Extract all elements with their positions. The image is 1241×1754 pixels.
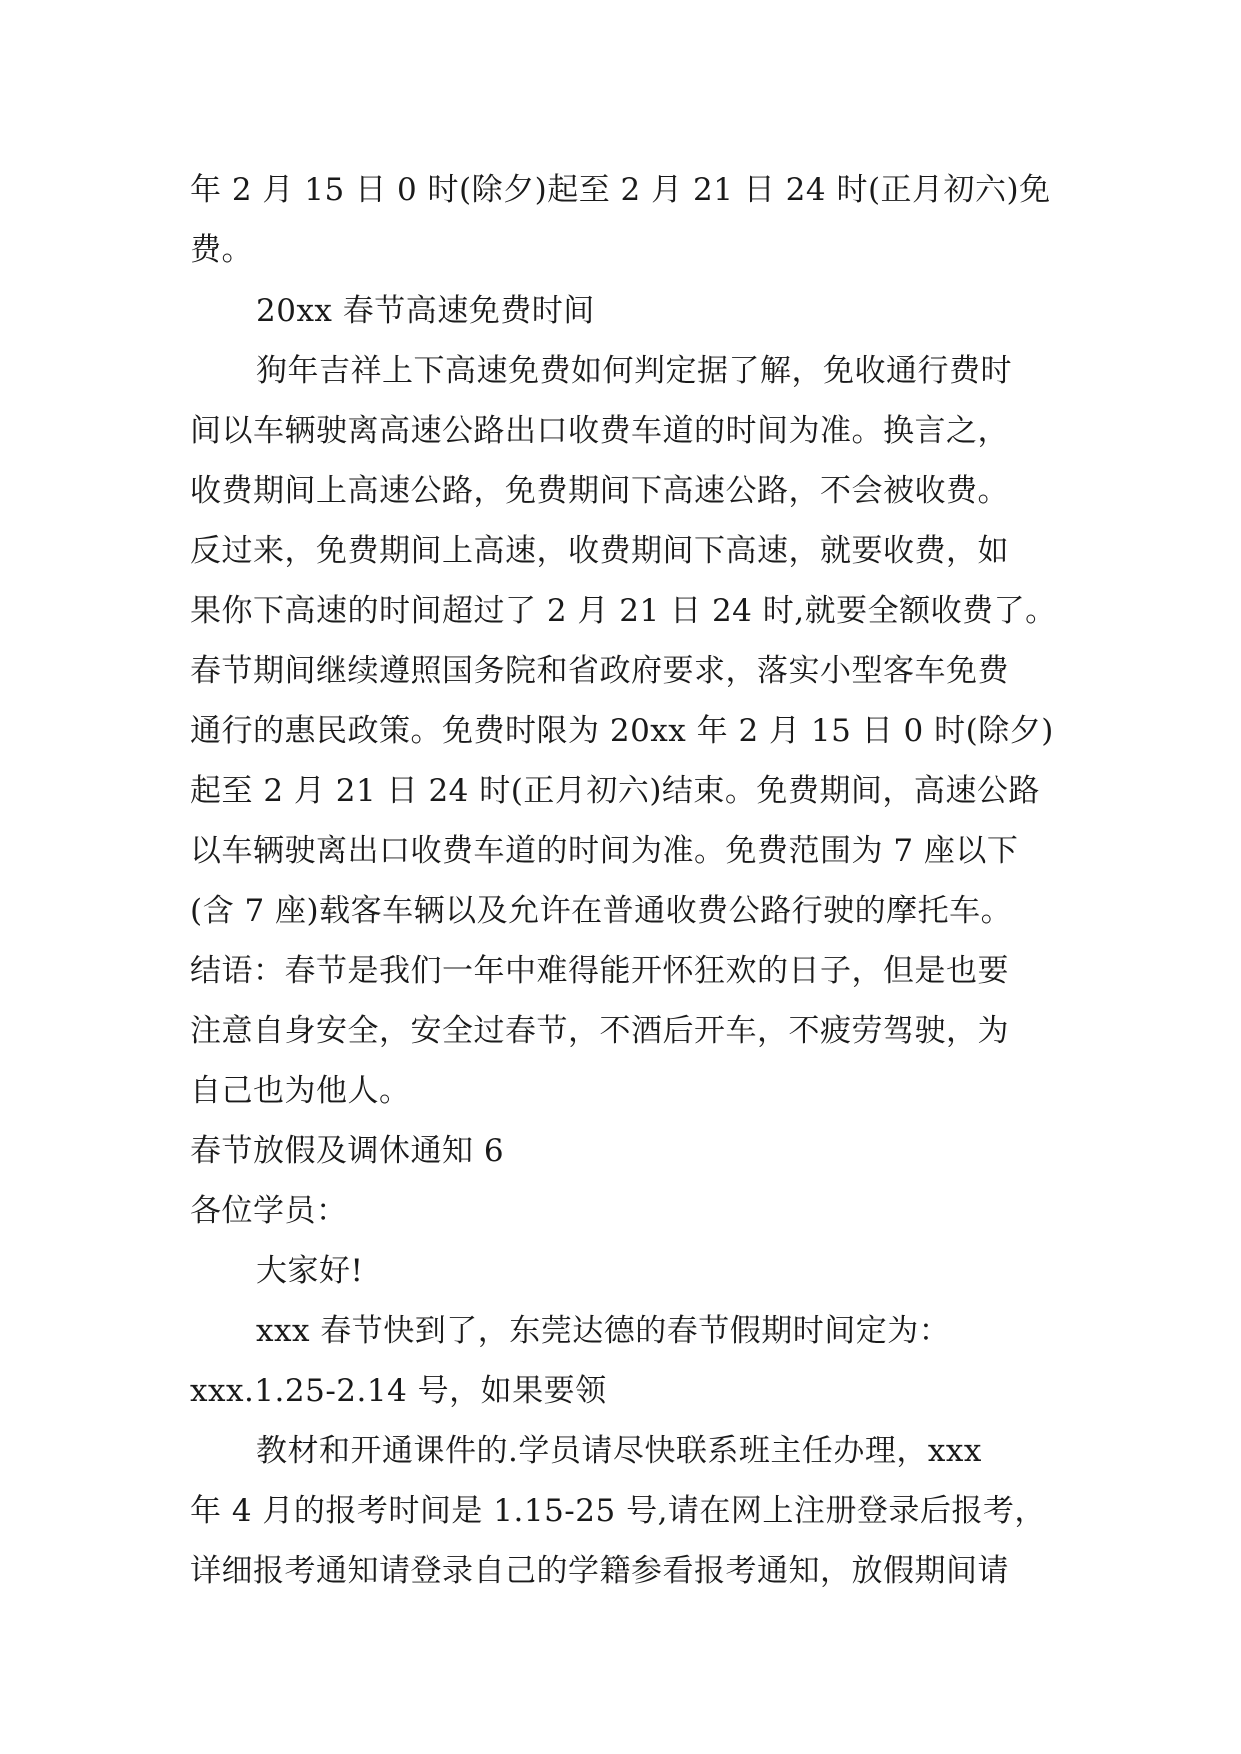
text-line: xxx 春节快到了，东莞达德的春节假期时间定为： — [256, 1313, 951, 1349]
text-line: 间以车辆驶离高速公路出口收费车道的时间为准。换言之， — [190, 413, 1009, 449]
text-line: 狗年吉祥上下高速免费如何判定据了解，免收通行费时 — [256, 353, 1012, 389]
text-line: 通行的惠民政策。免费时限为 20xx 年 2 月 15 日 0 时(除夕) — [190, 713, 1054, 749]
text-line: 以车辆驶离出口收费车道的时间为准。免费范围为 7 座以下 — [190, 833, 1019, 869]
text-line: 果你下高速的时间超过了 2 月 21 日 24 时,就要全额收费了。 — [190, 593, 1057, 629]
text-line: 起至 2 月 21 日 24 时(正月初六)结束。免费期间，高速公路 — [190, 773, 1040, 809]
text-line: xxx.1.25-2.14 号，如果要领 — [190, 1373, 607, 1409]
section-heading: 20xx 春节高速免费时间 — [256, 293, 595, 329]
text-line: (含 7 座)载客车辆以及允许在普通收费公路行驶的摩托车。 — [190, 893, 1013, 929]
text-line: 春节期间继续遵照国务院和省政府要求，落实小型客车免费 — [190, 653, 1009, 689]
text-line: 收费期间上高速公路，免费期间下高速公路，不会被收费。 — [190, 473, 1009, 509]
text-line: 反过来，免费期间上高速，收费期间下高速，就要收费，如 — [190, 533, 1009, 569]
salutation: 各位学员： — [190, 1193, 348, 1229]
text-line: 自己也为他人。 — [190, 1073, 411, 1109]
text-line: 年 4 月的报考时间是 1.15-25 号,请在网上注册登录后报考， — [190, 1493, 1046, 1529]
greeting: 大家好! — [256, 1253, 364, 1289]
text-line: 结语：春节是我们一年中难得能开怀狂欢的日子，但是也要 — [190, 953, 1009, 989]
text-line: 教材和开通课件的.学员请尽快联系班主任办理，xxx — [256, 1433, 982, 1469]
text-line: 年 2 月 15 日 0 时(除夕)起至 2 月 21 日 24 时(正月初六)免 — [190, 172, 1051, 208]
notice-title: 春节放假及调休通知 6 — [190, 1133, 505, 1169]
text-line: 注意自身安全，安全过春节，不酒后开车，不疲劳驾驶，为 — [190, 1013, 1009, 1049]
text-line: 详细报考通知请登录自己的学籍参看报考通知，放假期间请 — [190, 1553, 1009, 1589]
text-line: 费。 — [190, 232, 253, 268]
